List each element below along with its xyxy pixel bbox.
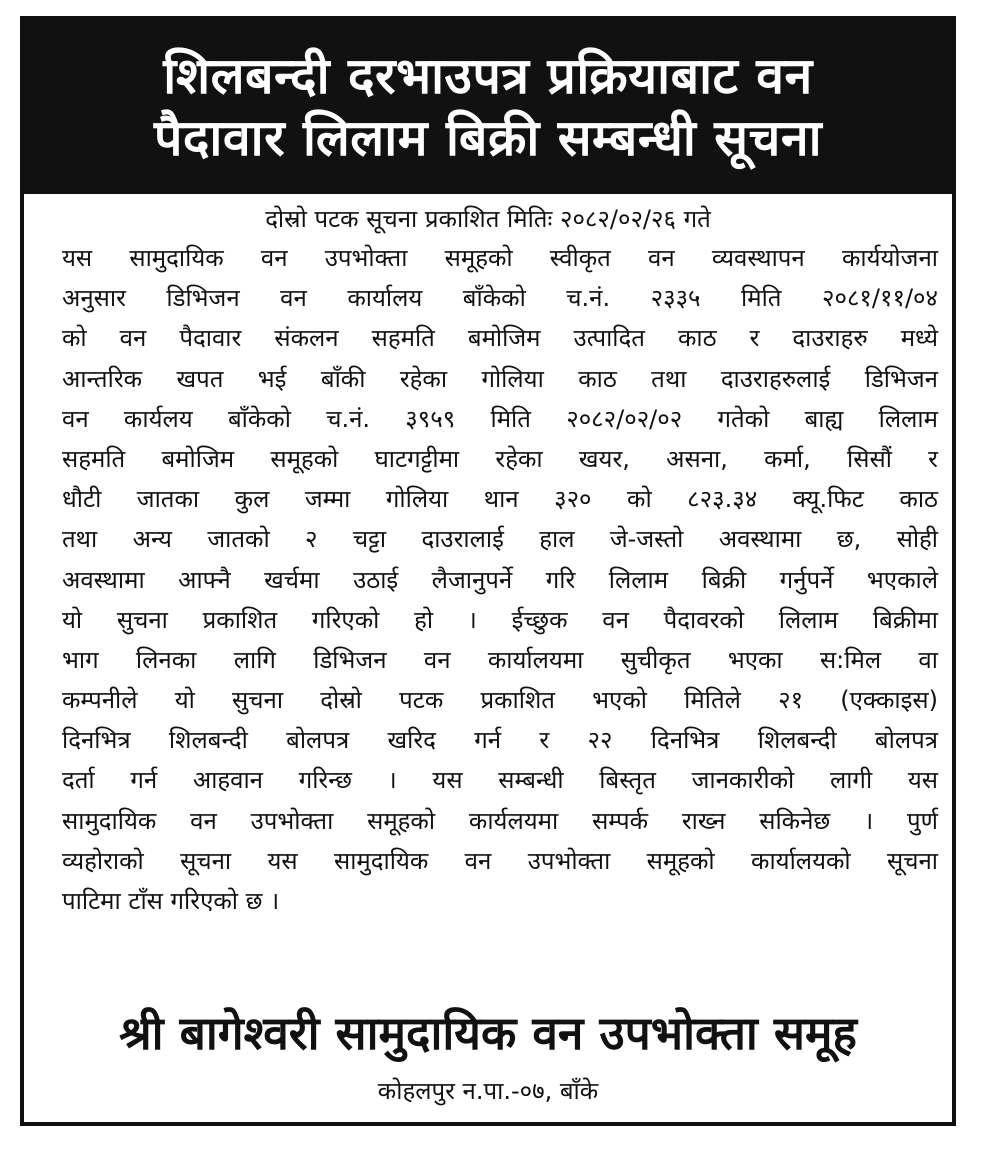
body-line: यस सामुदायिक वन उपभोक्ता समूहको स्वीकृत वन व्यवस्थापन कार्ययोजना <box>62 244 938 272</box>
body-line: को वन पैदावार संकलन सहमति बमोजिम उत्पादित काठ र दाउराहरु मध्ये <box>62 324 938 353</box>
body-line: सामुदायिक वन उपभोक्ता समूहको कार्यलयमा सम्पर्क राख्न सकिनेछ । पुर्ण <box>62 806 938 835</box>
notice-title-line-2: पैदावार लिलाम बिक्री सम्बन्धी सूचना <box>153 109 823 167</box>
body-line: अवस्थामा आफ्नै खर्चमा उठाई लैजानुपर्ने गरि लिलाम बिक्री गर्नुपर्ने भएकाले <box>62 565 938 594</box>
notice-body <box>62 238 938 921</box>
organization-name: श्री बागेश्वरी सामुदायिक वन उपभोक्ता समूह <box>119 1006 857 1060</box>
body-line: वन कार्यलय बाँकेको च.नं. ३९५९ मिति २०८२/०२/०२ गतेको बाह्य लिलाम <box>62 404 938 433</box>
body-line: आन्तरिक खपत भई बाँकी रहेका गोलिया काठ तथा दाउराहरुलाई डिभिजन <box>62 364 938 393</box>
body-line: पाटिमा टाँस गरिएको छ । <box>62 887 280 915</box>
organization-address: कोहलपुर न.पा.-०७, बाँके <box>377 1077 599 1105</box>
body-line: अनुसार डिभिजन वन कार्यालय बाँकेको च.नं. २३३५ मिति २०८१/११/०४ <box>62 284 938 313</box>
title-banner <box>24 20 952 194</box>
notice-frame <box>20 16 956 1126</box>
body-line: कम्पनीले यो सुचना दोस्रो पटक प्रकाशित भएको मितिले २१ (एक्काइस) <box>62 686 938 715</box>
body-line: भाग लिनका लागि डिभिजन वन कार्यालयमा सुचीकृत भएका स:मिल वा <box>62 645 938 674</box>
body-line: सहमति बमोजिम समूहको घाटगट्टीमा रहेका खयर, असना, कर्मा, सिसौं र <box>62 444 938 473</box>
body-line: यो सुचना प्रकाशित गरिएको हो । ईच्छुक वन पैदावरको लिलाम बिक्रीमा <box>62 605 938 634</box>
notice-title-line-1: शिलबन्दी दरभाउपत्र प्रक्रियाबाट वन <box>163 47 813 105</box>
body-line: व्यहोराको सूचना यस सामुदायिक वन उपभोक्ता समूहको कार्यालयको सूचना <box>62 846 938 875</box>
body-line: दर्ता गर्न आहवान गरिन्छ । यस सम्बन्धी बिस्तृत जानकारीको लागी यस <box>62 766 938 795</box>
body-line: धौटी जातका कुल जम्मा गोलिया थान ३२० को ८२३.३४ क्यू.फिट काठ <box>62 485 938 514</box>
body-line: दिनभित्र शिलबन्दी बोलपत्र खरिद गर्न र २२ दिनभित्र शिलबन्दी बोलपत्र <box>62 726 938 755</box>
body-line: तथा अन्य जातको २ चट्टा दाउरालाई हाल जे-जस्तो अवस्थामा छ, सोही <box>62 525 938 554</box>
publish-date: दोस्रो पटक सूचना प्रकाशित मितिः २०८२/०२/२६ गते <box>265 205 711 233</box>
